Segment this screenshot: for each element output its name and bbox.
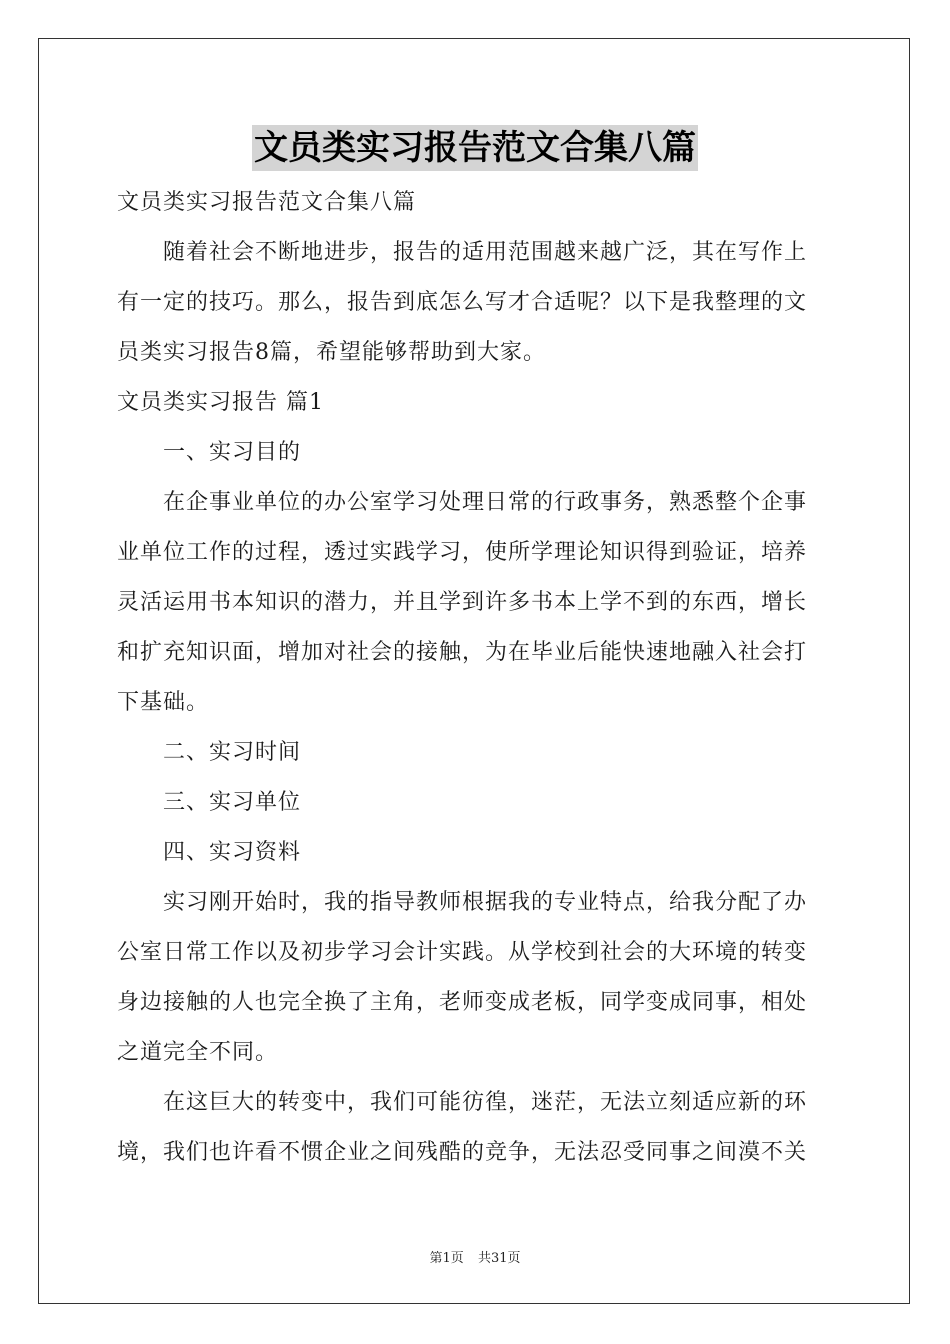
body-line: 业单位工作的过程，透过实践学习，使所学理论知识得到验证，培养 bbox=[117, 540, 808, 565]
body-line: 文员类实习报告范文合集八篇 bbox=[117, 190, 417, 215]
body-line: 在这巨大的转变中，我们可能彷徨，迷茫，无法立刻适应新的环 bbox=[163, 1090, 808, 1115]
document-body bbox=[117, 178, 833, 1178]
body-line: 灵活运用书本知识的潜力，并且学到许多书本上学不到的东西，增长 bbox=[117, 590, 808, 615]
body-line: 身边接触的人也完全换了主角，老师变成老板，同学变成同事，相处 bbox=[117, 990, 808, 1015]
subsection-heading: 一、实习目的 bbox=[163, 440, 302, 465]
title-container bbox=[0, 125, 950, 171]
body-line: 随着社会不断地进步，报告的适用范围越来越广泛，其在写作上 bbox=[163, 240, 808, 265]
subsection-heading: 四、实习资料 bbox=[163, 840, 302, 865]
page-footer bbox=[0, 1247, 950, 1266]
document-title: 文员类实习报告范文合集八篇 bbox=[252, 125, 698, 171]
subsection-heading: 三、实习单位 bbox=[163, 790, 302, 815]
body-line: 境，我们也许看不惯企业之间残酷的竞争，无法忍受同事之间漠不关 bbox=[117, 1140, 808, 1165]
subsection-heading: 二、实习时间 bbox=[163, 740, 302, 765]
body-line: 之道完全不同。 bbox=[117, 1040, 279, 1065]
section-heading: 文员类实习报告 篇1 bbox=[117, 390, 324, 415]
body-line: 在企事业单位的办公室学习处理日常的行政事务，熟悉整个企事 bbox=[163, 490, 808, 515]
body-line: 实习刚开始时，我的指导教师根据我的专业特点，给我分配了办 bbox=[163, 890, 808, 915]
page-number: 第1页 bbox=[429, 1251, 464, 1266]
body-line: 下基础。 bbox=[117, 690, 210, 715]
body-line: 公室日常工作以及初步学习会计实践。从学校到社会的大环境的转变 bbox=[117, 940, 808, 965]
body-line: 员类实习报告8篇，希望能够帮助到大家。 bbox=[117, 340, 546, 365]
body-line: 和扩充知识面，增加对社会的接触，为在毕业后能快速地融入社会打 bbox=[117, 640, 808, 665]
body-line: 有一定的技巧。那么，报告到底怎么写才合适呢？以下是我整理的文 bbox=[117, 290, 808, 315]
page-total: 共31页 bbox=[477, 1251, 521, 1266]
